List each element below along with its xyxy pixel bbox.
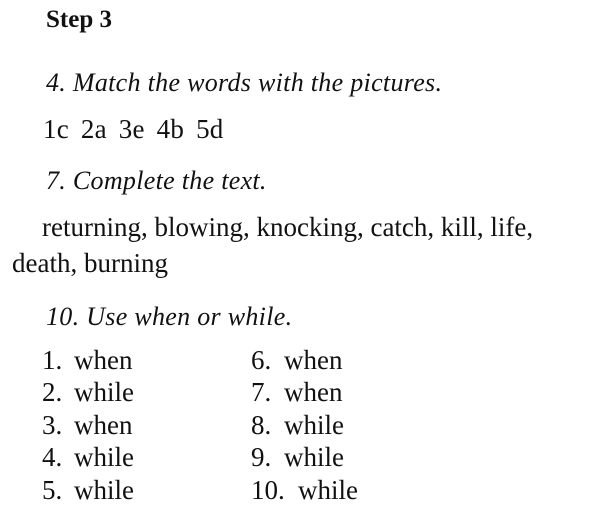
exercise-10-answer-row — [251, 376, 358, 408]
item-number: 7. — [251, 377, 272, 408]
exercise-10-answer-row — [42, 441, 134, 473]
item-answer: while — [298, 474, 358, 505]
exercise-4-heading: 4. Match the words with the pictures. — [46, 68, 443, 97]
item-number: 6. — [251, 345, 272, 375]
item-number: 3. — [42, 409, 63, 440]
exercise-4-answer: 4b — [156, 114, 185, 144]
exercise-10-heading: 10. Use when or while. — [46, 302, 293, 331]
exercise-10-answer-row — [42, 409, 134, 441]
item-answer: while — [74, 442, 134, 473]
exercise-10-answer-row — [251, 474, 358, 506]
item-number: 10. — [251, 474, 285, 505]
item-answer: when — [74, 345, 133, 375]
item-number: 1. — [42, 345, 63, 375]
exercise-10-answer-row — [42, 376, 134, 408]
exercise-10-right-column — [251, 344, 358, 506]
exercise-10-answer-row — [251, 441, 358, 473]
exercise-7-heading: 7. Complete the text. — [46, 166, 267, 195]
item-answer: when — [74, 409, 133, 440]
exercise-4-answer: 1c — [43, 114, 69, 144]
item-answer: while — [284, 409, 344, 440]
exercise-10-left-column — [42, 344, 134, 506]
item-answer: when — [284, 377, 343, 408]
exercise-10-answer-row — [251, 344, 358, 376]
item-answer: while — [74, 377, 134, 408]
exercise-10-answer-row — [251, 409, 358, 441]
item-number: 8. — [251, 409, 272, 440]
item-number: 2. — [42, 377, 63, 408]
exercise-7-answer-line-1: returning, blowing, knocking, catch, kill, life, — [42, 212, 534, 242]
item-number: 9. — [251, 442, 272, 473]
exercise-4-answer: 5d — [196, 114, 224, 144]
exercise-10-answer-row — [42, 344, 134, 376]
exercise-10-answer-row — [42, 474, 134, 506]
item-number: 4. — [42, 442, 63, 473]
exercise-4-answer: 2a — [80, 114, 107, 144]
step-title: Step 3 — [46, 6, 112, 33]
item-number: 5. — [42, 474, 63, 505]
item-answer: when — [284, 345, 343, 375]
exercise-4-answer: 3e — [118, 114, 145, 144]
item-answer: while — [74, 474, 134, 505]
exercise-4-answers — [43, 114, 223, 145]
item-answer: while — [284, 442, 344, 473]
exercise-7-answer-line-2: death, burning — [12, 248, 168, 278]
